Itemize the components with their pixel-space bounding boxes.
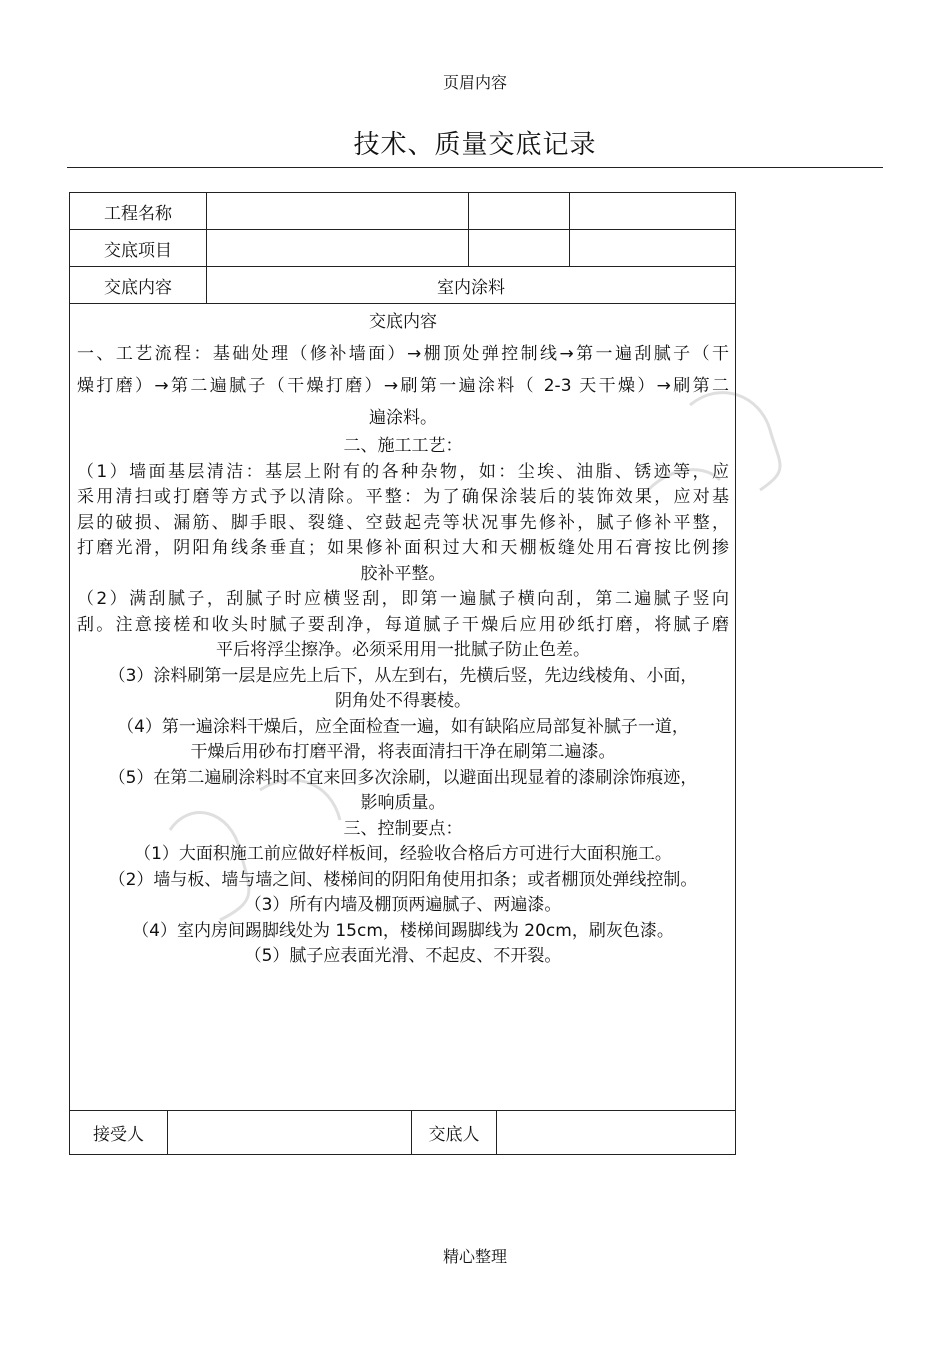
control-point-line: （5）腻子应表面光滑、不起皮、不开裂。 — [244, 946, 562, 966]
page-header: 页眉内容 — [442, 73, 507, 92]
process-text-line: （5）在第二遍刷涂料时不宜来回多次涂刷，以避面出现显着的漆刷涂饰痕迹， — [108, 767, 698, 788]
control-point-line: （1）大面积施工前应做好样板间，经验收合格后方可进行大面积施工。 — [134, 844, 672, 864]
receiver-label: 接受人 — [93, 1125, 144, 1145]
presenter-label: 交底人 — [428, 1125, 480, 1145]
project-name-label: 工程名称 — [104, 203, 172, 224]
process-flow-line: 燥打磨）→第二遍腻子（干燥打磨）→刷第一遍涂料（ 2-3 天干燥）→刷第二 — [77, 376, 729, 396]
process-text-line: （2）满刮腻子，刮腻子时应横竖刮，即第一遍腻子横向刮，第二遍腻子竖向 — [77, 589, 729, 609]
process-text-line: 干燥后用砂布打磨平滑，将表面清扫干净在刷第二遍漆。 — [190, 742, 616, 762]
project-name-field[interactable] — [207, 193, 468, 229]
section-title: 二、施工工艺： — [343, 436, 463, 456]
process-text-line: 平后将浮尘擦净。必须采用用一批腻子防止色差。 — [216, 640, 590, 660]
control-point-line: （3）所有内墙及棚顶两遍腻子、两遍漆。 — [244, 895, 562, 915]
receiver-field[interactable] — [168, 1111, 411, 1154]
document-title: 技术、质量交底记录 — [353, 130, 597, 160]
process-text-line: 打磨光滑，阴阳角线条垂直；如果修补面积过大和天棚板缝处用石膏按比例掺 — [77, 538, 729, 558]
disclosure-content — [77, 306, 729, 970]
content-heading: 交底内容 — [369, 312, 437, 332]
item-field[interactable] — [207, 230, 468, 266]
process-text-line: 层的破损、漏筋、脚手眼、裂缝、空鼓起壳等状况事先修补，腻子修补平整， — [77, 512, 729, 533]
process-text-line: 刮。注意接槎和收头时腻子要刮净，每道腻子干燥后应用砂纸打磨，将腻子磨 — [77, 614, 729, 635]
process-text-line: （1）墙面基层清洁：基层上附有的各种杂物，如：尘埃、油脂、锈迹等，应 — [77, 461, 729, 482]
process-text-line: （4）第一遍涂料干燥后，应全面检查一遍，如有缺陷应局部复补腻子一道， — [117, 716, 689, 737]
row-divider — [70, 303, 735, 304]
process-flow-line: 一、工艺流程：基础处理（修补墙面）→棚顶处弹控制线→第一遍刮腻子（干 — [77, 344, 729, 364]
process-text-line: 采用清扫或打磨等方式予以清除。平整：为了确保涂装后的装饰效果，应对基 — [77, 487, 729, 507]
control-point-line: （4）室内房间踢脚线处为 15cm，楼梯间踢脚线为 20cm，刷灰色漆。 — [132, 920, 674, 941]
content-label: 交底内容 — [104, 277, 172, 298]
content-value: 室内涂料 — [437, 277, 505, 298]
presenter-field[interactable] — [497, 1111, 735, 1154]
process-text-line: 胶补平整。 — [360, 563, 446, 584]
title-underline — [67, 167, 883, 168]
process-text-line: 影响质量。 — [360, 793, 446, 813]
control-point-line: （2）墙与板、墙与墙之间、楼梯间的阴阳角使用扣条；或者棚顶处弹线控制。 — [108, 869, 698, 890]
column-divider — [468, 193, 469, 266]
column-divider — [569, 193, 570, 266]
item-label: 交底项目 — [104, 240, 172, 261]
page-footer: 精心整理 — [442, 1247, 507, 1266]
process-text-line: （3）涂料刷第一层是应先上后下，从左到右，先横后竖，先边线棱角、小面， — [108, 665, 698, 686]
process-flow-line: 遍涂料。 — [369, 408, 437, 428]
section-title: 三、控制要点： — [343, 818, 463, 839]
process-text-line: 阴角处不得裹棱。 — [335, 691, 471, 711]
